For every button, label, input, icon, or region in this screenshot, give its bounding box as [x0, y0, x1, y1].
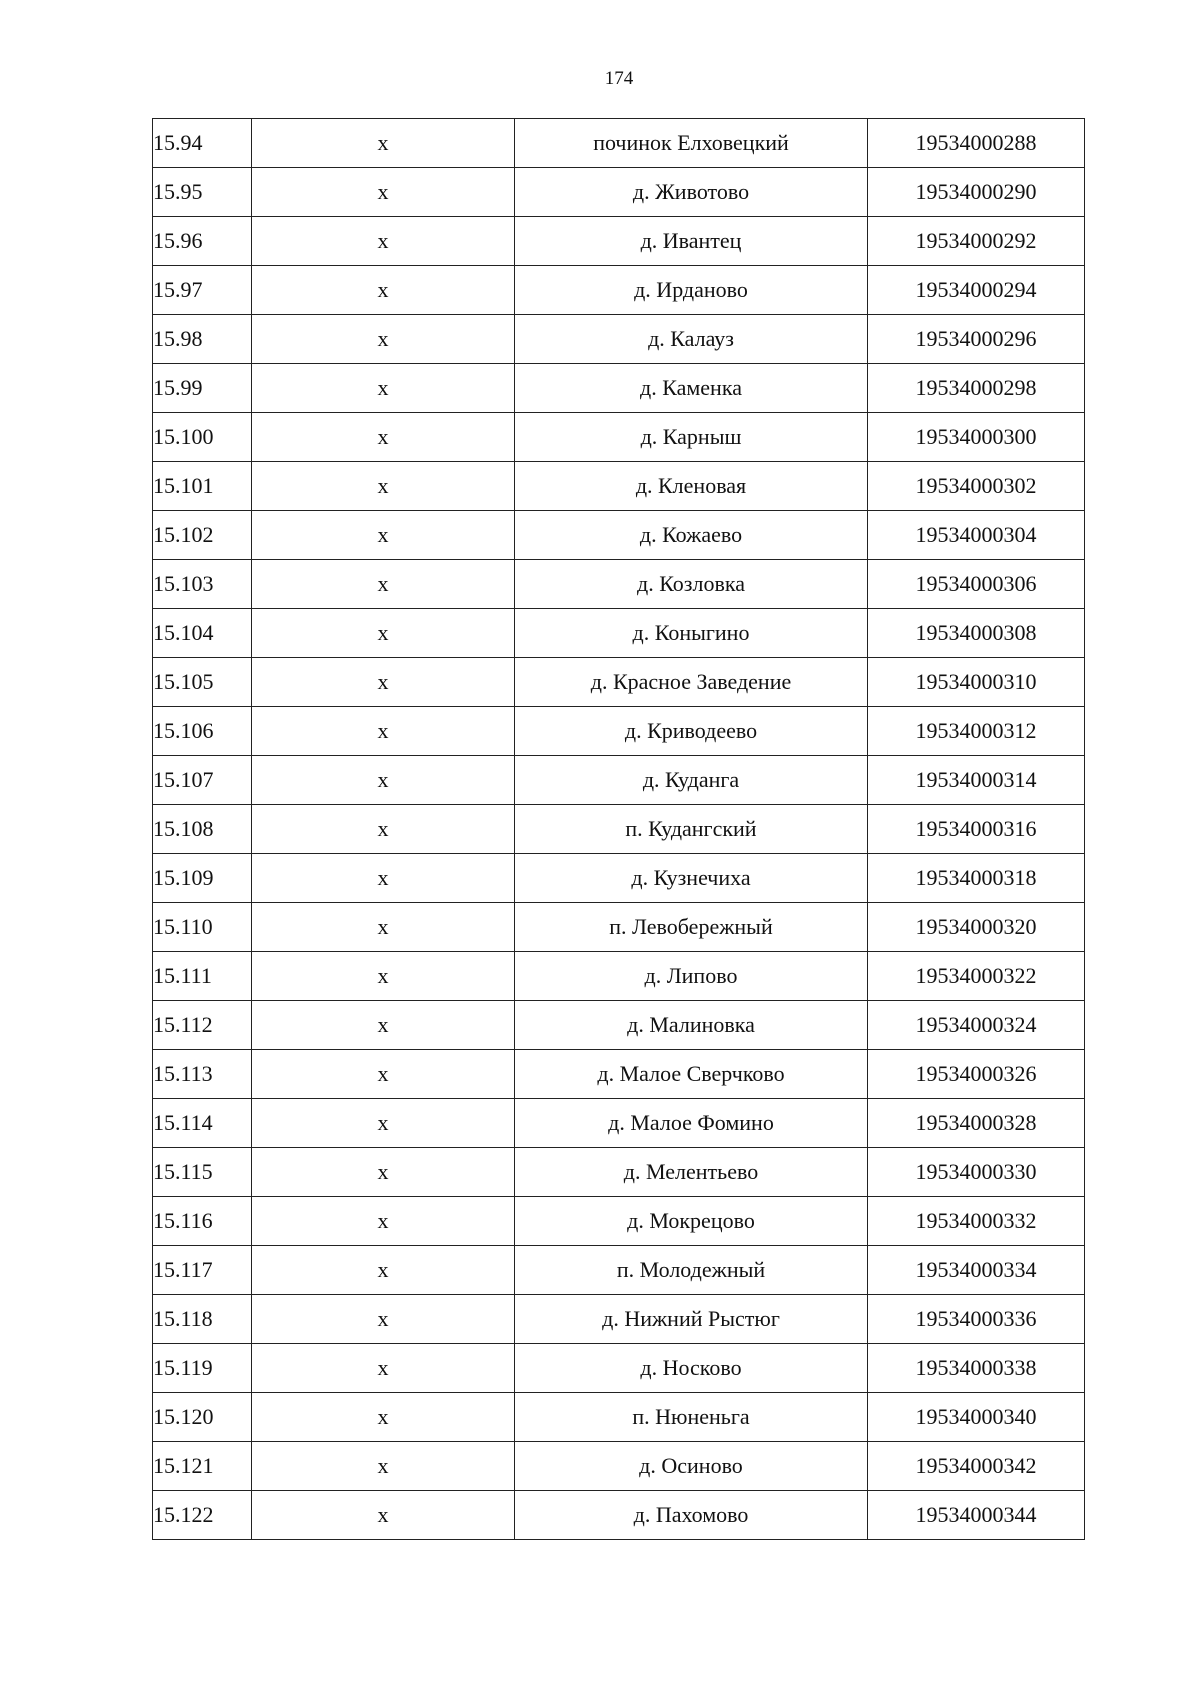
mark-cell: х — [252, 266, 515, 315]
row-number-cell: 15.96 — [153, 217, 252, 266]
mark-cell: х — [252, 119, 515, 168]
row-number-cell: 15.112 — [153, 1001, 252, 1050]
row-number-cell: 15.110 — [153, 903, 252, 952]
oktmo-code-cell: 19534000310 — [868, 658, 1085, 707]
oktmo-code-cell: 19534000316 — [868, 805, 1085, 854]
mark-cell: х — [252, 805, 515, 854]
table-row — [153, 560, 1085, 609]
settlement-name-cell: д. Мелентьево — [515, 1148, 868, 1197]
mark-cell: х — [252, 413, 515, 462]
table-row — [153, 511, 1085, 560]
mark-cell: х — [252, 903, 515, 952]
mark-cell: х — [252, 658, 515, 707]
table-row — [153, 854, 1085, 903]
row-number-cell: 15.94 — [153, 119, 252, 168]
mark-cell: х — [252, 952, 515, 1001]
table-row — [153, 217, 1085, 266]
mark-cell: х — [252, 1001, 515, 1050]
settlement-name-cell: д. Красное Заведение — [515, 658, 868, 707]
oktmo-code-cell: 19534000340 — [868, 1393, 1085, 1442]
table-row — [153, 1344, 1085, 1393]
settlement-name-cell: д. Мокрецово — [515, 1197, 868, 1246]
oktmo-code-cell: 19534000336 — [868, 1295, 1085, 1344]
mark-cell: х — [252, 854, 515, 903]
oktmo-code-cell: 19534000298 — [868, 364, 1085, 413]
oktmo-code-cell: 19534000292 — [868, 217, 1085, 266]
settlement-name-cell: п. Кудангский — [515, 805, 868, 854]
mark-cell: х — [252, 1050, 515, 1099]
row-number-cell: 15.115 — [153, 1148, 252, 1197]
oktmo-code-cell: 19534000318 — [868, 854, 1085, 903]
table-row — [153, 658, 1085, 707]
settlement-name-cell: д. Носково — [515, 1344, 868, 1393]
table-row — [153, 266, 1085, 315]
oktmo-code-cell: 19534000334 — [868, 1246, 1085, 1295]
table-body — [153, 119, 1085, 1540]
table-row — [153, 1148, 1085, 1197]
settlement-name-cell: д. Кожаево — [515, 511, 868, 560]
settlement-name-cell: д. Криводеево — [515, 707, 868, 756]
oktmo-code-cell: 19534000344 — [868, 1491, 1085, 1540]
row-number-cell: 15.116 — [153, 1197, 252, 1246]
mark-cell: х — [252, 560, 515, 609]
row-number-cell: 15.107 — [153, 756, 252, 805]
table-row — [153, 609, 1085, 658]
mark-cell: х — [252, 1491, 515, 1540]
mark-cell: х — [252, 1442, 515, 1491]
oktmo-code-cell: 19534000332 — [868, 1197, 1085, 1246]
mark-cell: х — [252, 1344, 515, 1393]
row-number-cell: 15.108 — [153, 805, 252, 854]
row-number-cell: 15.99 — [153, 364, 252, 413]
row-number-cell: 15.120 — [153, 1393, 252, 1442]
row-number-cell: 15.101 — [153, 462, 252, 511]
row-number-cell: 15.103 — [153, 560, 252, 609]
settlement-name-cell: д. Нижний Рыстюг — [515, 1295, 868, 1344]
mark-cell: х — [252, 511, 515, 560]
oktmo-code-cell: 19534000312 — [868, 707, 1085, 756]
row-number-cell: 15.105 — [153, 658, 252, 707]
table-row — [153, 1393, 1085, 1442]
row-number-cell: 15.98 — [153, 315, 252, 364]
oktmo-code-cell: 19534000324 — [868, 1001, 1085, 1050]
row-number-cell: 15.100 — [153, 413, 252, 462]
table-row — [153, 462, 1085, 511]
row-number-cell: 15.121 — [153, 1442, 252, 1491]
row-number-cell: 15.111 — [153, 952, 252, 1001]
table-row — [153, 707, 1085, 756]
row-number-cell: 15.104 — [153, 609, 252, 658]
oktmo-code-cell: 19534000328 — [868, 1099, 1085, 1148]
settlement-name-cell: д. Карныш — [515, 413, 868, 462]
settlement-name-cell: д. Кузнечиха — [515, 854, 868, 903]
row-number-cell: 15.106 — [153, 707, 252, 756]
row-number-cell: 15.117 — [153, 1246, 252, 1295]
oktmo-code-cell: 19534000308 — [868, 609, 1085, 658]
settlement-name-cell: д. Козловка — [515, 560, 868, 609]
row-number-cell: 15.102 — [153, 511, 252, 560]
oktmo-code-cell: 19534000300 — [868, 413, 1085, 462]
settlement-name-cell: д. Калауз — [515, 315, 868, 364]
mark-cell: х — [252, 1197, 515, 1246]
settlement-name-cell: д. Куданга — [515, 756, 868, 805]
settlement-name-cell: п. Молодежный — [515, 1246, 868, 1295]
table-row — [153, 1295, 1085, 1344]
settlement-name-cell: д. Липово — [515, 952, 868, 1001]
settlement-name-cell: починок Елховецкий — [515, 119, 868, 168]
oktmo-code-cell: 19534000338 — [868, 1344, 1085, 1393]
table-row — [153, 315, 1085, 364]
table-row — [153, 756, 1085, 805]
table-row — [153, 364, 1085, 413]
row-number-cell: 15.95 — [153, 168, 252, 217]
row-number-cell: 15.122 — [153, 1491, 252, 1540]
settlement-name-cell: д. Ивантец — [515, 217, 868, 266]
row-number-cell: 15.114 — [153, 1099, 252, 1148]
oktmo-code-cell: 19534000288 — [868, 119, 1085, 168]
oktmo-code-cell: 19534000306 — [868, 560, 1085, 609]
settlement-name-cell: д. Пахомово — [515, 1491, 868, 1540]
mark-cell: х — [252, 315, 515, 364]
settlement-name-cell: д. Осиново — [515, 1442, 868, 1491]
table-row — [153, 1001, 1085, 1050]
oktmo-code-cell: 19534000322 — [868, 952, 1085, 1001]
mark-cell: х — [252, 1393, 515, 1442]
oktmo-code-cell: 19534000302 — [868, 462, 1085, 511]
mark-cell: х — [252, 364, 515, 413]
mark-cell: х — [252, 609, 515, 658]
settlements-table — [152, 118, 1085, 1540]
oktmo-code-cell: 19534000330 — [868, 1148, 1085, 1197]
table-row — [153, 1491, 1085, 1540]
row-number-cell: 15.97 — [153, 266, 252, 315]
settlement-name-cell: д. Коныгино — [515, 609, 868, 658]
settlement-name-cell: п. Нюненьга — [515, 1393, 868, 1442]
table-row — [153, 903, 1085, 952]
mark-cell: х — [252, 1246, 515, 1295]
settlement-name-cell: д. Малиновка — [515, 1001, 868, 1050]
oktmo-code-cell: 19534000304 — [868, 511, 1085, 560]
mark-cell: х — [252, 1148, 515, 1197]
settlement-name-cell: д. Кленовая — [515, 462, 868, 511]
mark-cell: х — [252, 168, 515, 217]
table-row — [153, 119, 1085, 168]
table-row — [153, 952, 1085, 1001]
table-row — [153, 168, 1085, 217]
settlement-name-cell: д. Животово — [515, 168, 868, 217]
mark-cell: х — [252, 707, 515, 756]
oktmo-code-cell: 19534000314 — [868, 756, 1085, 805]
row-number-cell: 15.113 — [153, 1050, 252, 1099]
table-row — [153, 413, 1085, 462]
table-row — [153, 1246, 1085, 1295]
table-row — [153, 1442, 1085, 1491]
row-number-cell: 15.119 — [153, 1344, 252, 1393]
row-number-cell: 15.109 — [153, 854, 252, 903]
table-row — [153, 1099, 1085, 1148]
page-number: 174 — [604, 68, 634, 89]
settlement-name-cell: д. Каменка — [515, 364, 868, 413]
settlement-name-cell: д. Ирданово — [515, 266, 868, 315]
mark-cell: х — [252, 1295, 515, 1344]
table-row — [153, 1050, 1085, 1099]
oktmo-code-cell: 19534000342 — [868, 1442, 1085, 1491]
settlement-name-cell: п. Левобережный — [515, 903, 868, 952]
table-row — [153, 805, 1085, 854]
oktmo-code-cell: 19534000320 — [868, 903, 1085, 952]
oktmo-code-cell: 19534000296 — [868, 315, 1085, 364]
row-number-cell: 15.118 — [153, 1295, 252, 1344]
settlement-name-cell: д. Малое Сверчково — [515, 1050, 868, 1099]
mark-cell: х — [252, 1099, 515, 1148]
table-row — [153, 1197, 1085, 1246]
mark-cell: х — [252, 217, 515, 266]
settlement-name-cell: д. Малое Фомино — [515, 1099, 868, 1148]
mark-cell: х — [252, 462, 515, 511]
oktmo-code-cell: 19534000326 — [868, 1050, 1085, 1099]
oktmo-code-cell: 19534000290 — [868, 168, 1085, 217]
mark-cell: х — [252, 756, 515, 805]
oktmo-code-cell: 19534000294 — [868, 266, 1085, 315]
